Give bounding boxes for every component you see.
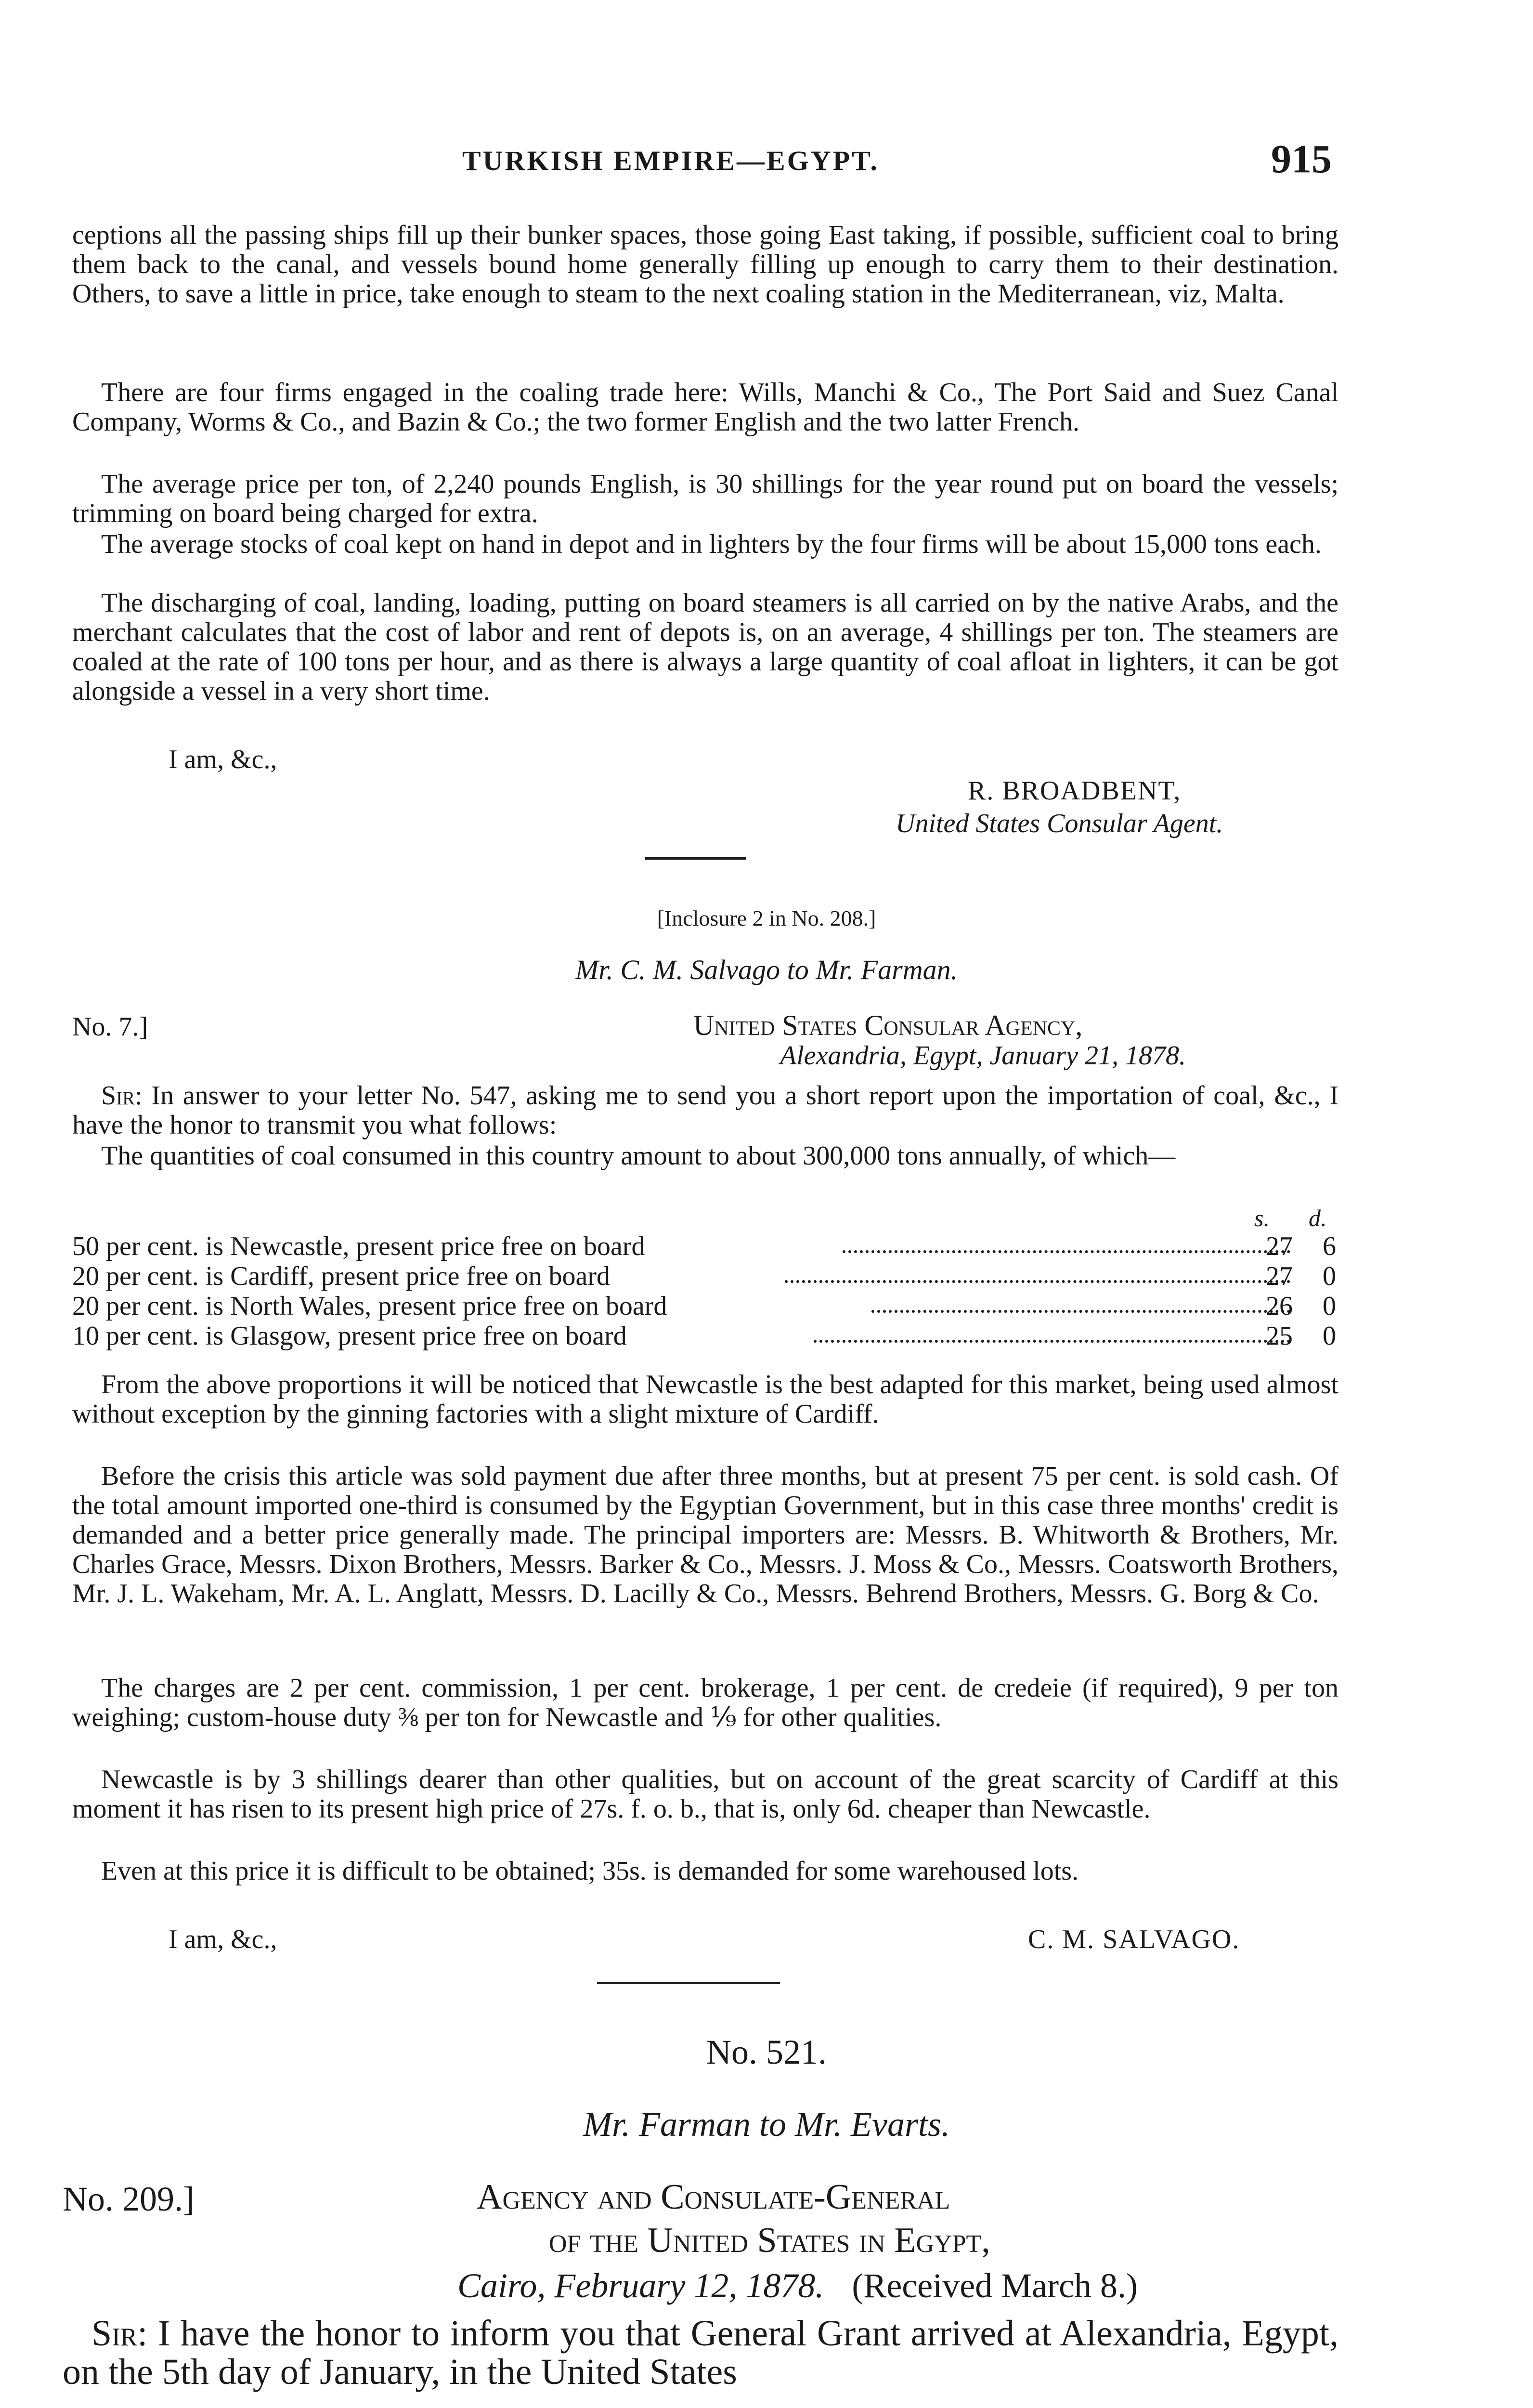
row-label: 10 per cent. is Glasgow, present price free on board [72,1321,627,1351]
paragraph: Newcastle is by 3 shillings dearer than other qualities, but on account of the great scarcity of Cardiff at this moment it has risen to its present high price of 27s. f. o. b., that is, only 6d. cheaper than Newcastle. [72,1765,1338,1824]
dot-leader [814,1322,1290,1343]
table-row [72,1292,1338,1321]
letter-number: No. 209.] [63,2180,195,2218]
shillings-value: 27 [1266,1261,1293,1291]
pence-value: 6 [1323,1231,1336,1261]
section-divider [645,857,746,860]
dot-leader [785,1262,1290,1283]
pence-value: 0 [1323,1321,1336,1351]
agency-name: United States Consular Agency, [693,1009,1083,1041]
shillings-value: 26 [1266,1291,1293,1321]
paragraph: The average price per ton, of 2,240 pounds English, is 30 shillings for the year round put on board the vessels; trimming on board being charged for extra. [72,469,1338,528]
dot-leader [871,1292,1290,1313]
inclosure-title: [Inclosure 2 in No. 208.] [657,906,876,930]
section-divider [597,1982,780,1984]
table-row [72,1322,1338,1350]
paragraph: The discharging of coal, landing, loading, putting on board steamers is all carried on by the native Arabs, and the merchant calculates that the cost of labor and rent of depots is, on an average, 4 shillings per ton. The steamers are coaled at the rate of 100 tons per hour, and as there is always a large quantity of coal afloat in lighters, it can be got alongside a vessel in a very short time. [72,588,1338,706]
shillings-value: 25 [1266,1321,1293,1351]
signature-title: United States Consular Agent. [896,809,1223,838]
paragraph: The charges are 2 per cent. commission, 1 per cent. brokerage, 1 per cent. de credeie (if required), 9 per ton weighing; custom-house duty ⅜ per ton for Newcastle and ⅑ for other qualities. [72,1673,1338,1732]
row-label: 20 per cent. is North Wales, present price free on board [72,1291,667,1321]
paragraph [72,1081,1338,1140]
closing: I am, &c., [169,1924,277,1954]
row-label: 50 per cent. is Newcastle, present price free on board [72,1231,645,1261]
paragraph: From the above proportions it will be noticed that Newcastle is the best adapted for this market, being used almost without exception by the ginning factories with a slight mixture of Cardiff. [72,1370,1338,1429]
letter-number: No. 7.] [72,1012,148,1042]
row-label: 20 per cent. is Cardiff, present price free on board [72,1261,610,1291]
dateline: Alexandria, Egypt, January 21, 1878. [780,1041,1186,1071]
column-header-pence: d. [1309,1204,1327,1231]
pence-value: 0 [1323,1261,1336,1291]
paragraph-text: In answer to your letter No. 547, asking me to send you a short report upon the importation of coal, &c., I have the honor to transmit you what follows: [72,1081,1339,1140]
page-number: 915 [1271,137,1332,182]
agency-line-1: Agency and Consulate-General [477,2177,950,2217]
column-header-shillings: s. [1254,1204,1270,1231]
table-row [72,1232,1338,1261]
letter-heading: Mr. C. M. Salvago to Mr. Farman. [575,954,958,985]
table-row [72,1262,1338,1291]
closing: I am, &c., [169,745,277,774]
shillings-value: 27 [1266,1231,1293,1261]
paragraph: There are four firms engaged in the coaling trade here: Wills, Manchi & Co., The Port Said and Suez Canal Company, Worms & Co., and Bazin & Co.; the two former English and the two latter French. [72,378,1338,437]
letter-heading: Mr. Farman to Mr. Evarts. [583,2105,950,2144]
agency-line-2: of the United States in Egypt, [549,2221,990,2260]
running-header: TURKISH EMPIRE—EGYPT. [462,145,880,176]
signature-name: C. M. SALVAGO. [1028,1924,1240,1954]
salutation: Sir: [101,1081,143,1111]
date-text: Cairo, February 12, 1878. [457,2266,824,2305]
salutation: Sir: [91,2313,148,2354]
paragraph: ceptions all the passing ships fill up their bunker spaces, those going East taking, if possible, sufficient coal to bring them back to the canal, and vessels bound home generally filling up enough to carry them to their destination. Others, to save a little in price, take enough to steam to the next coaling station in the Mediterranean, viz, Malta. [72,220,1338,309]
pence-value: 0 [1323,1291,1336,1321]
dot-leader [843,1232,1290,1253]
signature-name: R. BROADBENT, [968,776,1182,806]
document-number: No. 521. [706,2033,827,2071]
paragraph [63,2314,1338,2391]
paragraph: Even at this price it is difficult to be obtained; 35s. is demanded for some warehoused lots. [101,1856,1079,1886]
paragraph: Before the crisis this article was sold payment due after three months, but at present 75 per cent. is sold cash. Of the total amount imported one-third is consumed by the Egyptian Government, but in this case three months' credit is demanded and a better price generally made. The principal importers are: Messrs. B. Whitworth & Brothers, Mr. Charles Grace, Messrs. Dixon Brothers, Messrs. Barker & Co., Messrs. J. Moss & Co., Messrs. Coatsworth Brothers, Mr. J. L. Wakeham, Mr. A. L. Anglatt, Messrs. D. Lacilly & Co., Messrs. Behrend Brothers, Messrs. G. Borg & Co. [72,1461,1338,1609]
received-note: (Received March 8.) [852,2266,1138,2305]
paragraph-text: I have the honor to inform you that General Grant arrived at Alexandria, Egypt, on the 5th day of January, in the United States [63,2313,1338,2392]
dateline [457,2266,1138,2306]
paragraph: The quantities of coal consumed in this country amount to about 300,000 tons annually, of which— [101,1141,1176,1171]
paragraph: The average stocks of coal kept on hand in depot and in lighters by the four firms will be about 15,000 tons each. [101,529,1322,559]
